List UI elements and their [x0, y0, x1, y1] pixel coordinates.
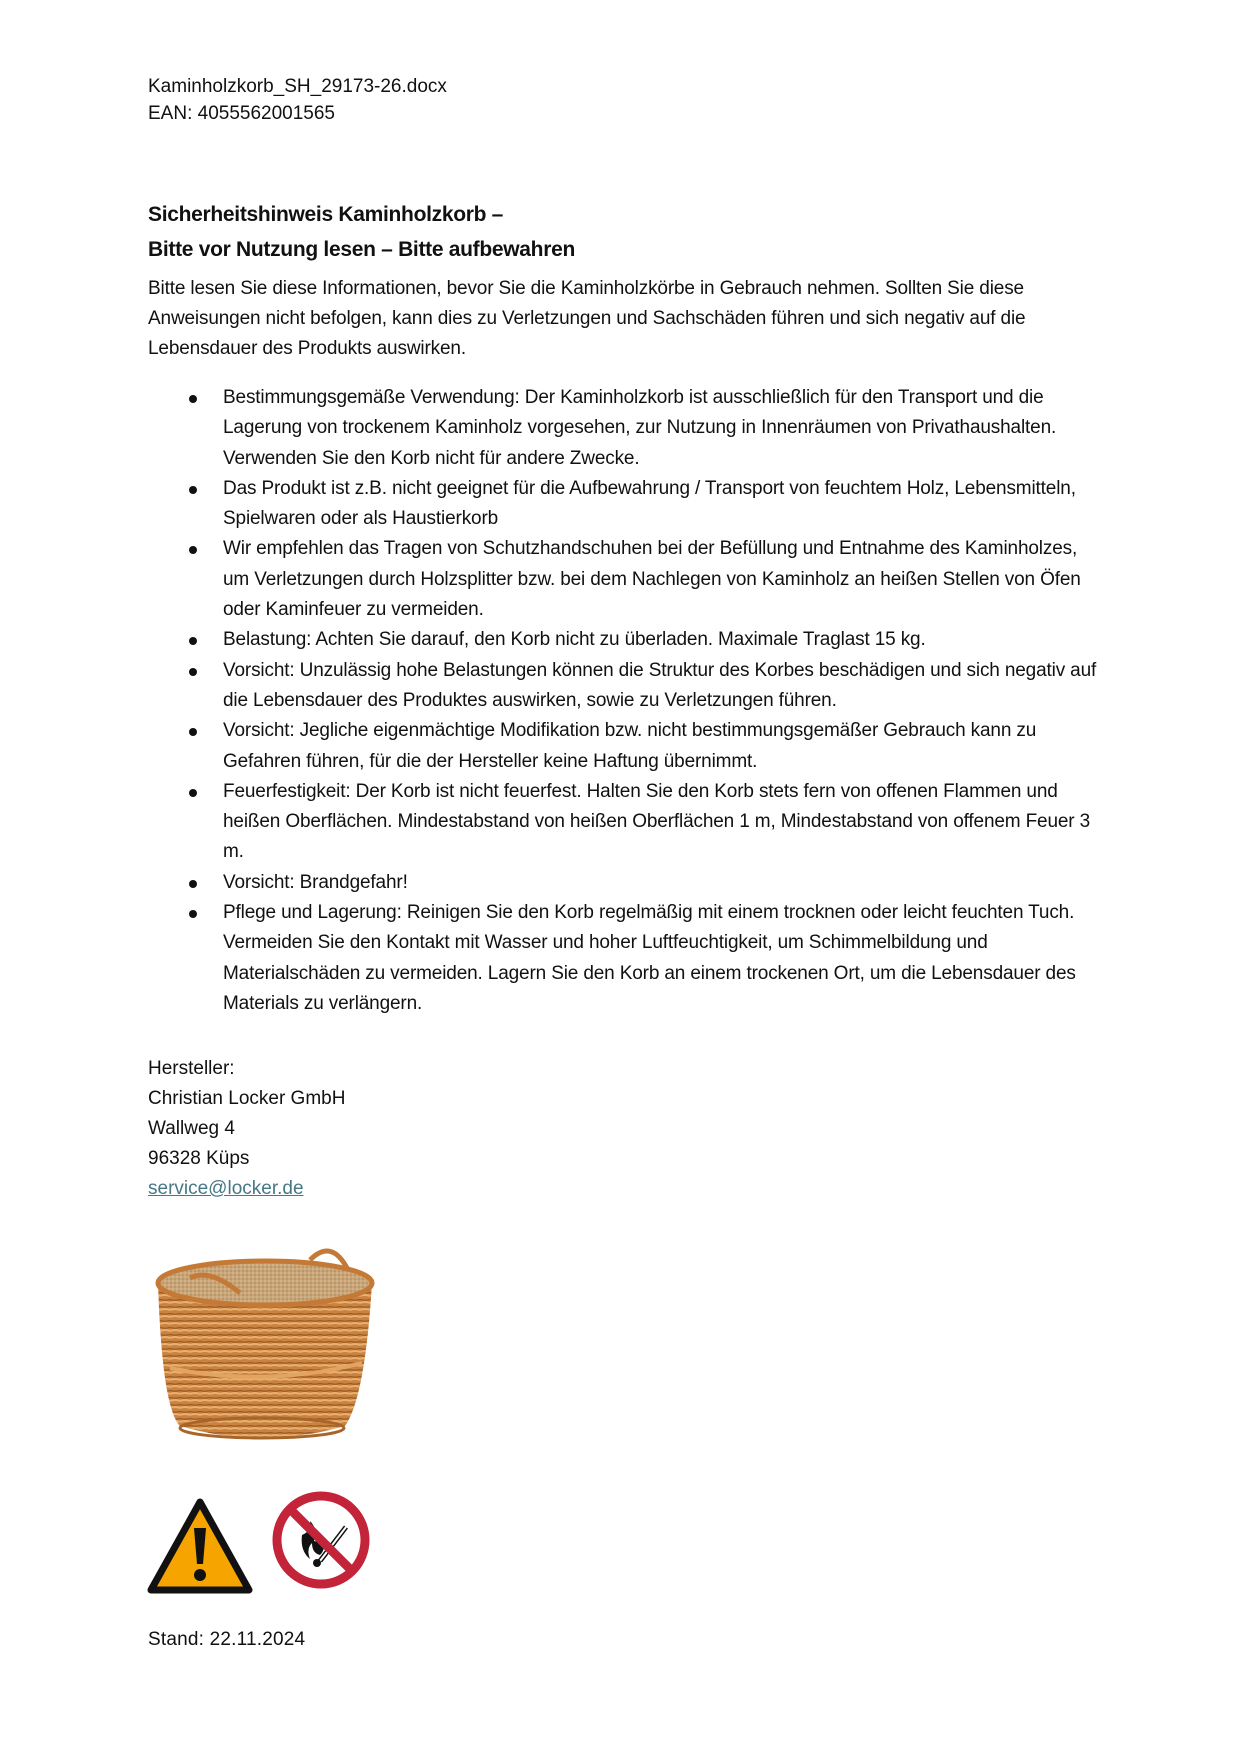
- list-item-text: Das Produkt ist z.B. nicht geeignet für die Aufbewahrung / Transport von feuchtem Holz, Lebensmitteln, Spielwaren oder als Haustierkorb: [223, 477, 1076, 530]
- no-open-flame-icon: [272, 1491, 370, 1589]
- list-item-text: Vorsicht: Brandgefahr!: [223, 871, 408, 893]
- list-item: [148, 898, 1108, 1019]
- ean-code: EAN: 4055562001565: [148, 103, 335, 124]
- list-item-text: Vorsicht: Unzulässig hohe Belastungen können die Struktur des Korbes beschädigen und sich negativ auf die Lebensdauer des Produktes auswirken, sowie zu Verletzungen führen.: [223, 659, 1097, 711]
- document-title: [148, 197, 575, 267]
- manufacturer-email-link[interactable]: service@locker.de: [148, 1178, 304, 1199]
- list-item: [148, 625, 1108, 655]
- intro-paragraph: Bitte lesen Sie diese Informationen, bevor Sie die Kaminholzkörbe in Gebrauch nehmen. Sollten Sie diese Anweisungen nicht befolgen, kann dies zu Verletzungen und Sachschäden führen und sich negativ auf die Lebensdauer des Produkts auswirken.: [148, 278, 1026, 359]
- bullet-icon: [189, 637, 197, 645]
- document-header: [148, 73, 447, 127]
- list-item: [148, 383, 1108, 474]
- basket-product-image: [150, 1238, 375, 1443]
- list-item-text: Bestimmungsgemäße Verwendung: Der Kaminholzkorb ist ausschließlich für den Transport und die Lagerung von trockenem Kaminholz vorgesehen, zur Nutzung in Innenräumen von Privathaushalten. Verwenden Sie den Korb nicht für andere Zwecke.: [223, 387, 1057, 469]
- warning-icon: [147, 1498, 253, 1594]
- filename: Kaminholzkorb_SH_29173-26.docx: [148, 76, 447, 97]
- bullet-icon: [189, 789, 197, 797]
- bullet-icon: [189, 880, 197, 888]
- list-item-text: Wir empfehlen das Tragen von Schutzhandschuhen bei der Befüllung und Entnahme des Kaminholzes, um Verletzungen durch Holzsplitter bzw. bei dem Nachlegen von Kaminholz an heißen Stellen von Öfen oder Kaminfeuer zu vermeiden.: [223, 538, 1081, 621]
- manufacturer-city: 96328 Küps: [148, 1148, 250, 1169]
- list-item: [148, 777, 1108, 868]
- manufacturer-street: Wallweg 4: [148, 1118, 235, 1139]
- list-item-text: Pflege und Lagerung: Reinigen Sie den Korb regelmäßig mit einem trocknen oder leicht feuchten Tuch. Vermeiden Sie den Kontakt mit Wasser und hoher Luftfeuchtigkeit, um Schimmelbildung und Materialschäden zu vermeiden. Lagern Sie den Korb an einem trockenen Ort, um die Lebensdauer des Materials zu verlängern.: [223, 902, 1076, 1014]
- list-item: [148, 716, 1108, 777]
- list-item: [148, 656, 1108, 717]
- list-item: [148, 474, 1108, 535]
- title-line-2: Bitte vor Nutzung lesen – Bitte aufbewahren: [148, 238, 575, 261]
- bullet-icon: [189, 910, 197, 918]
- manufacturer-label: Hersteller:: [148, 1058, 235, 1079]
- list-item-text: Belastung: Achten Sie darauf, den Korb nicht zu überladen. Maximale Traglast 15 kg.: [223, 629, 926, 651]
- bullet-icon: [189, 546, 197, 554]
- list-item-text: Feuerfestigkeit: Der Korb ist nicht feuerfest. Halten Sie den Korb stets fern von offenen Flammen und heißen Oberflächen. Mindestabstand von heißen Oberflächen 1 m, Mindestabstand von offenem Feuer 3 m.: [223, 780, 1091, 863]
- manufacturer-block: [148, 1054, 345, 1204]
- list-item: [148, 534, 1108, 625]
- bullet-icon: [189, 668, 197, 676]
- title-line-1: Sicherheitshinweis Kaminholzkorb –: [148, 203, 504, 226]
- list-item: [148, 868, 1108, 898]
- safety-list: [148, 383, 1108, 1019]
- bullet-icon: [189, 728, 197, 736]
- manufacturer-name: Christian Locker GmbH: [148, 1088, 346, 1109]
- revision-date: Stand: 22.11.2024: [148, 1629, 306, 1650]
- bullet-icon: [189, 486, 197, 494]
- list-item-text: Vorsicht: Jegliche eigenmächtige Modifikation bzw. nicht bestimmungsgemäßer Gebrauch kann zu Gefahren führen, für die der Hersteller keine Haftung übernimmt.: [223, 720, 1037, 772]
- bullet-icon: [189, 395, 197, 403]
